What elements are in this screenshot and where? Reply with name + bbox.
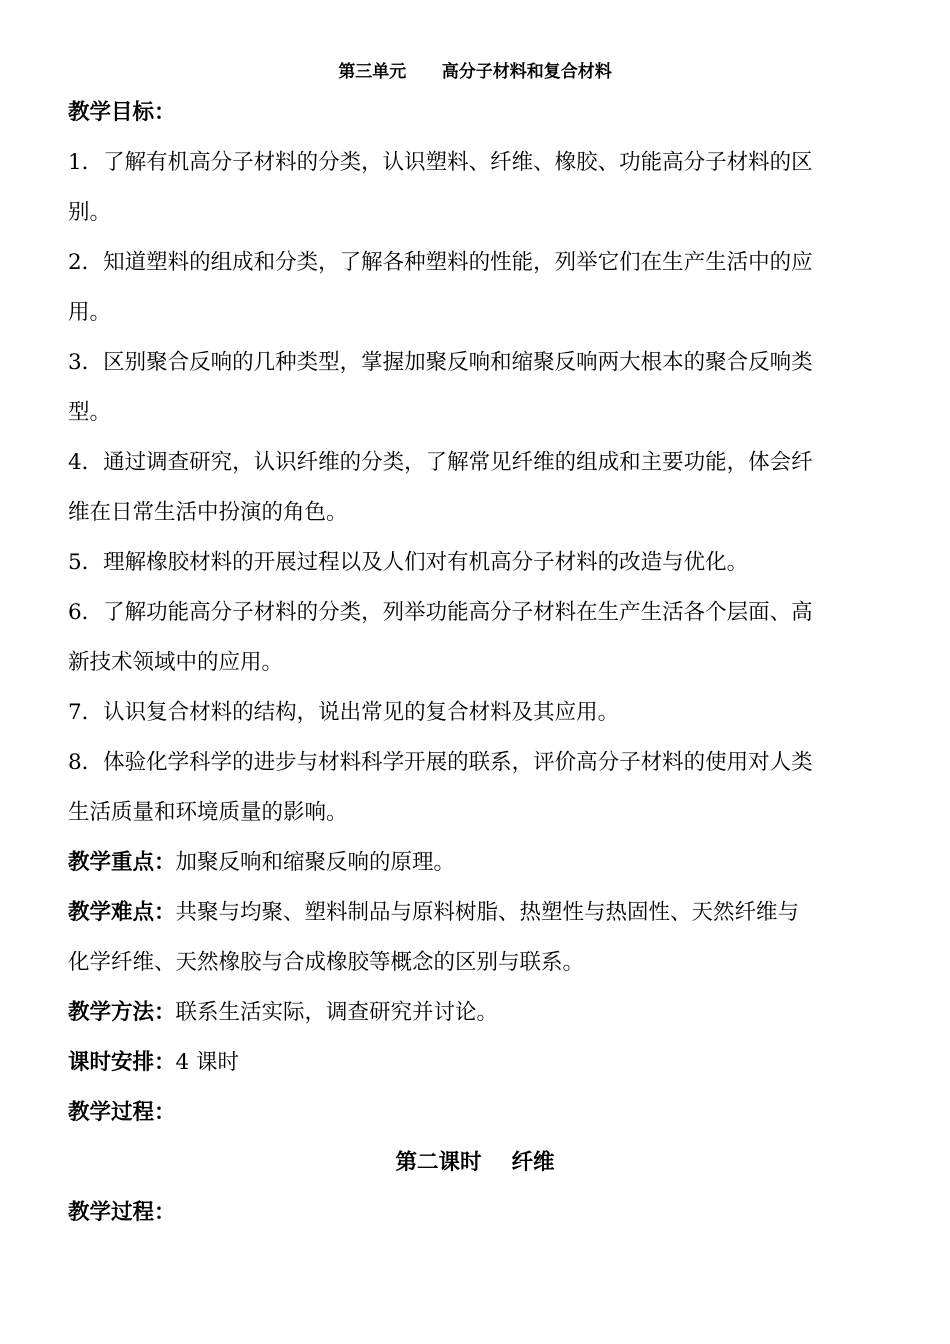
objective-line: 型。 bbox=[68, 400, 112, 425]
method-label: 教学方法： bbox=[68, 1000, 176, 1025]
schedule-row bbox=[68, 1038, 888, 1088]
process-heading: 教学过程： bbox=[68, 1200, 176, 1225]
objectives-heading: 教学目标： bbox=[68, 100, 176, 125]
objective-line: 6．了解功能高分子材料的分类，列举功能高分子材料在生产生活各个层面、高 bbox=[68, 600, 813, 625]
difficulty-text: 共聚与均聚、塑料制品与原料树脂、热塑性与热固性、天然纤维与 bbox=[175, 900, 800, 925]
objective-line: 生活质量和环境质量的影响。 bbox=[68, 800, 348, 825]
key-point-text: 加聚反响和缩聚反响的原理。 bbox=[175, 850, 456, 875]
objective-line: 5．理解橡胶材料的开展过程以及人们对有机高分子材料的改造与优化。 bbox=[68, 550, 749, 575]
objective-line: 维在日常生活中扮演的角色。 bbox=[68, 500, 348, 525]
objective-line: 4．通过调查研究，认识纤维的分类，了解常见纤维的组成和主要功能，体会纤 bbox=[68, 450, 813, 475]
schedule-label: 课时安排： bbox=[68, 1050, 176, 1075]
objective-line: 2．知道塑料的组成和分类，了解各种塑料的性能，列举它们在生产生活中的应 bbox=[68, 250, 813, 275]
objective-line: 用。 bbox=[68, 300, 112, 325]
objective-line: 7．认识复合材料的结构，说出常见的复合材料及其应用。 bbox=[68, 700, 620, 725]
key-point-row bbox=[68, 838, 888, 888]
key-point-label: 教学重点： bbox=[68, 850, 176, 875]
objective-line: 8．体验化学科学的进步与材料科学开展的联系，评价高分子材料的使用对人类 bbox=[68, 750, 813, 775]
difficulty-continuation: 化学纤维、天然橡胶与合成橡胶等概念的区别与联系。 bbox=[68, 950, 585, 975]
objective-line: 新技术领域中的应用。 bbox=[68, 650, 284, 675]
lesson-title: 第二课时 纤维 bbox=[395, 1150, 555, 1175]
method-text: 联系生活实际，调查研究并讨论。 bbox=[175, 1000, 499, 1025]
schedule-text: 4 课时 bbox=[175, 1050, 240, 1075]
document-title: 第三单元 高分子材料和复合材料 bbox=[338, 62, 612, 82]
objective-line: 别。 bbox=[68, 200, 112, 225]
process-heading: 教学过程： bbox=[68, 1100, 176, 1125]
document-body bbox=[68, 88, 888, 1238]
objective-line: 1．了解有机高分子材料的分类，认识塑料、纤维、橡胶、功能高分子材料的区 bbox=[68, 150, 813, 175]
difficulty-label: 教学难点： bbox=[68, 900, 176, 925]
difficulty-row bbox=[68, 888, 888, 938]
objective-line: 3．区别聚合反响的几种类型，掌握加聚反响和缩聚反响两大根本的聚合反响类 bbox=[68, 350, 813, 375]
method-row bbox=[68, 988, 888, 1038]
